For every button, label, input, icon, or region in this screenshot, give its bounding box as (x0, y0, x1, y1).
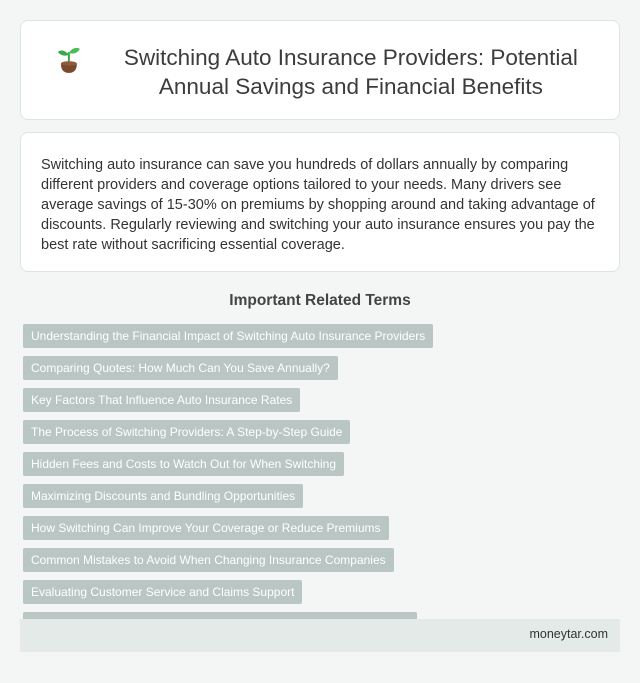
header-card (20, 20, 620, 120)
term-tag[interactable]: Key Factors That Influence Auto Insurance Rates (23, 388, 300, 412)
page-title: Switching Auto Insurance Providers: Potential Annual Savings and Financial Benefits (123, 45, 578, 99)
term-tag[interactable]: Maximizing Discounts and Bundling Opportunities (23, 484, 303, 508)
term-tag[interactable]: How Switching Can Improve Your Coverage or Reduce Premiums (23, 516, 389, 540)
sprout-icon (55, 45, 83, 75)
footer-site-link[interactable]: moneytar.com (529, 627, 608, 641)
term-tag[interactable]: Common Mistakes to Avoid When Changing Insurance Companies (23, 548, 394, 572)
intro-text: Switching auto insurance can save you hundreds of dollars annually by comparing different providers and coverage options tailored to your needs. Many drivers see average savings of 15-30% on premiums by shopping around and taking advantage of discounts. Regularly reviewing and switching your auto insurance ensures you pay the best rate without sacrificing essential coverage. (41, 157, 595, 253)
term-tag[interactable]: Hidden Fees and Costs to Watch Out for When Switching (23, 452, 344, 476)
intro-card (20, 132, 620, 272)
term-tag[interactable]: Understanding the Financial Impact of Switching Auto Insurance Providers (23, 324, 433, 348)
term-tag[interactable]: Comparing Quotes: How Much Can You Save Annually? (23, 356, 338, 380)
terms-heading: Important Related Terms (229, 292, 411, 309)
related-terms-list (23, 324, 623, 636)
term-tag[interactable]: Evaluating Customer Service and Claims Support (23, 580, 302, 604)
term-tag[interactable]: The Process of Switching Providers: A Step-by-Step Guide (23, 420, 350, 444)
title-wrap (55, 43, 599, 101)
footer (20, 619, 620, 652)
